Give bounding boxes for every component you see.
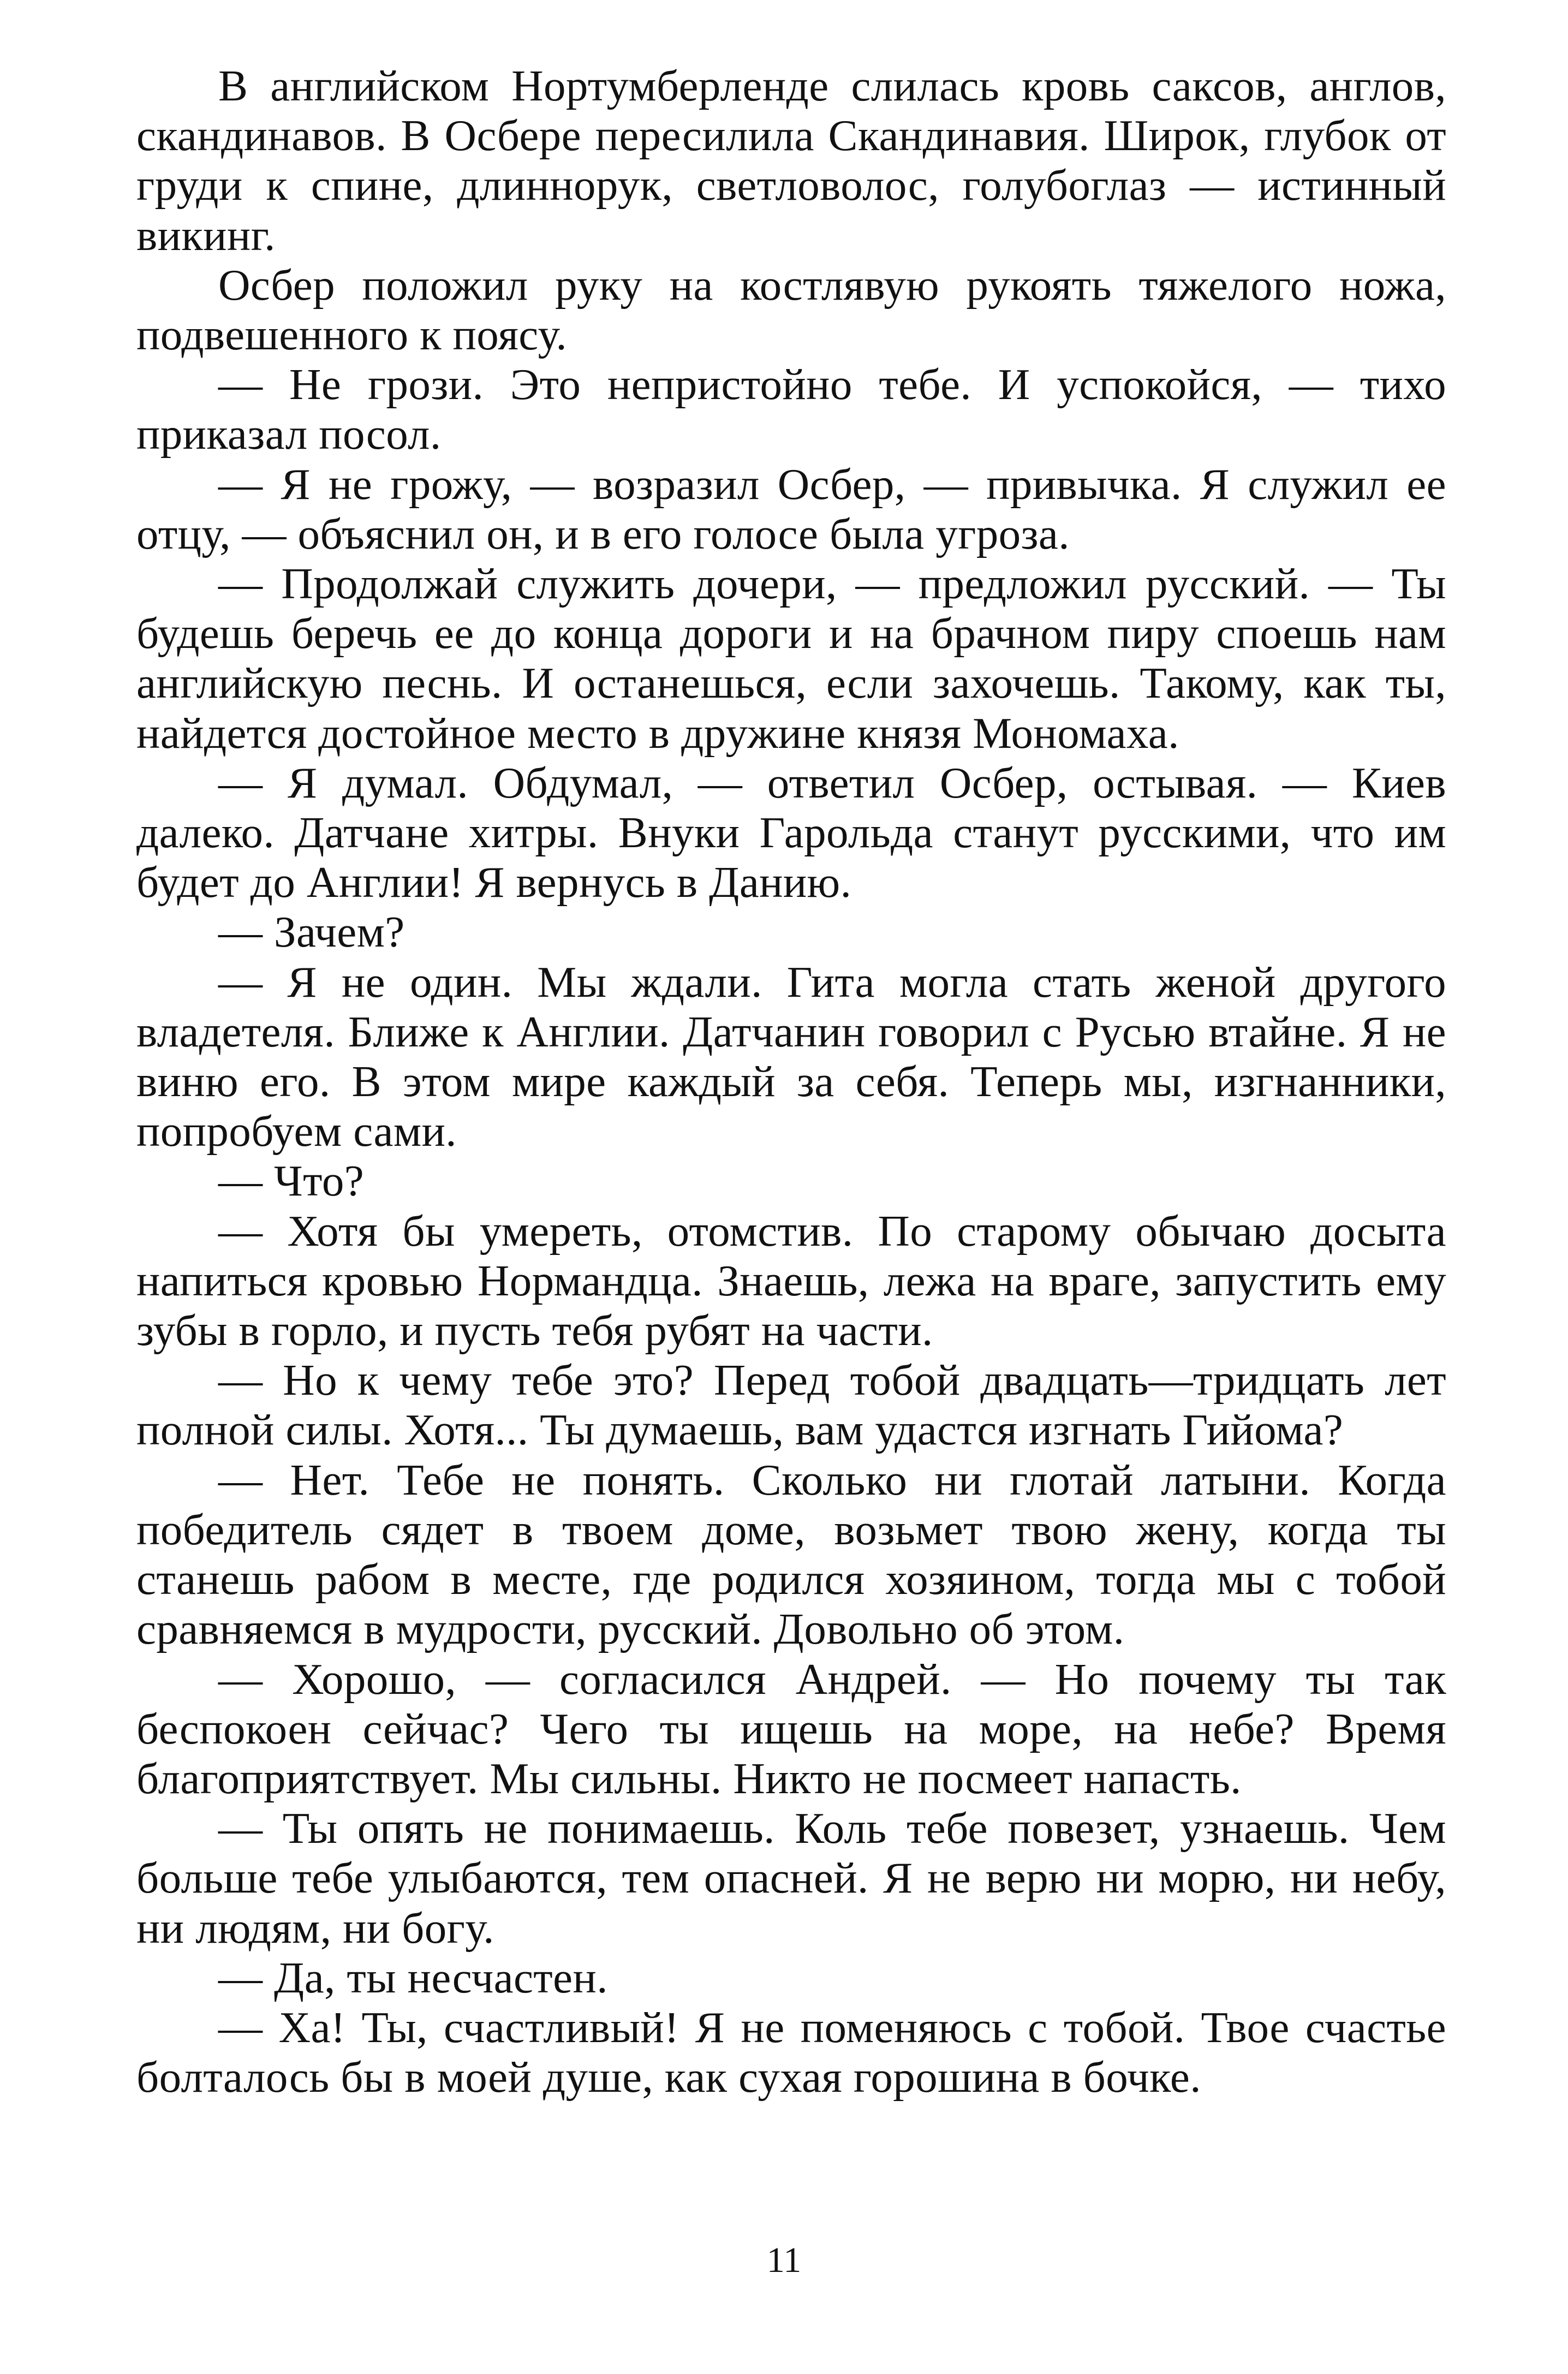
paragraph-9: — Что? — [218, 1156, 365, 1206]
paragraph-7: — Зачем? — [218, 907, 405, 957]
paragraph-12: — Нет. Тебе не понять. Сколько ни глотай латыни. Когда победитель сядет в твоем доме, возьмет твою жену, когда ты станешь рабом в месте, где родился хозяином, тогда мы с тобой сравняемся в мудрости, русский. Довольно об этом. — [136, 1455, 1446, 1654]
paragraph-2: Осбер положил руку на костлявую рукоять тяжелого ножа, подвешенного к поясу. — [136, 260, 1446, 360]
page-number: 11 — [766, 2240, 802, 2280]
paragraph-11: — Но к чему тебе это? Перед тобой двадцать—тридцать лет полной силы. Хотя... Ты думаешь, вам удастся изгнать Гийома? — [136, 1355, 1446, 1455]
paragraph-6: — Я думал. Обдумал, — ответил Осбер, остывая. — Киев далеко. Датчане хитры. Внуки Гарольда станут русскими, что им будет до Англии! Я вернусь в Данию. — [136, 758, 1446, 907]
paragraph-10: — Хотя бы умереть, отомстив. По старому обычаю досыта напиться кровью Нормандца. Знаешь, лежа на враге, запустить ему зубы в горло, и пусть тебя рубят на части. — [136, 1206, 1446, 1355]
paragraph-4: — Я не грожу, — возразил Осбер, — привычка. Я служил ее отцу, — объяснил он, и в его голосе была угроза. — [136, 459, 1446, 558]
paragraph-8: — Я не один. Мы ждали. Гита могла стать женой другого владетеля. Ближе к Англии. Датчанин говорил с Русью втайне. Я не виню его. В этом мире каждый за себя. Теперь мы, изгнанники, попробуем сами. — [136, 957, 1446, 1156]
paragraph-5: — Продолжай служить дочери, — предложил русский. — Ты будешь беречь ее до конца дороги и на брачном пиру споешь нам английскую песнь. И останешься, если захочешь. Такому, как ты, найдется достойное место в дружине князя Мономаха. — [136, 559, 1446, 758]
paragraph-1: В английском Нортумберленде слилась кровь саксов, англов, скандинавов. В Осбере пересилила Скандинавия. Широк, глубок от груди к спине, длиннорук, светловолос, голубоглаз — истинный викинг. — [136, 61, 1446, 260]
paragraph-13: — Хорошо, — согласился Андрей. — Но почему ты так беспокоен сейчас? Чего ты ищешь на море, на небе? Время благоприятствует. Мы сильны. Никто не посмеет напасть. — [136, 1654, 1446, 1803]
paragraph-16: — Ха! Ты, счастливый! Я не поменяюсь с тобой. Твое счастье болталось бы в моей душе, как сухая горошина в бочке. — [136, 2002, 1446, 2102]
paragraph-15: — Да, ты несчастен. — [218, 1953, 608, 2002]
paragraph-14: — Ты опять не понимаешь. Коль тебе повезет, узнаешь. Чем больше тебе улыбаются, тем опасней. Я не верю ни морю, ни небу, ни людям, ни богу. — [136, 1804, 1446, 1953]
body-text — [136, 61, 1446, 2102]
paragraph-3: — Не грози. Это непристойно тебе. И успокойся, — тихо приказал посол. — [136, 360, 1446, 459]
